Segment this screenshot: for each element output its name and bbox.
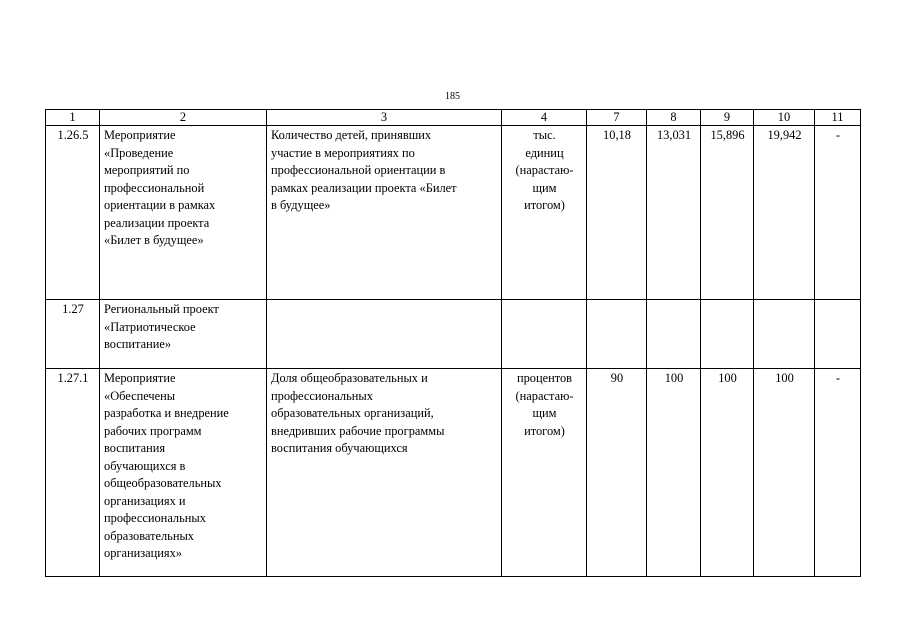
header-cell-col4: 4 — [502, 110, 587, 126]
value-cell-col10: 19,942 — [754, 126, 815, 300]
table-row — [46, 126, 861, 300]
row-number-cell — [46, 300, 100, 369]
value-cell-col7: 10,18 — [587, 126, 647, 300]
value-cell-col10 — [754, 300, 815, 369]
value-cell-col11: - — [815, 369, 861, 577]
event-name-cell — [100, 126, 267, 300]
header-cell-col2: 2 — [100, 110, 267, 126]
project-name-cell — [100, 300, 267, 369]
table-row — [46, 300, 861, 369]
row-number: 1.27 — [62, 302, 84, 316]
indicator-text: Количество детей, принявших участие в мероприятиях по профессиональной ориентации в рамках реализации проекта «Билет в будущее» — [271, 128, 457, 212]
value-cell-col9: 100 — [701, 369, 754, 577]
event-name-cell — [100, 369, 267, 577]
row-number: 1.26.5 — [57, 128, 89, 142]
unit-text: тыс. единиц (нарастаю- щим итогом) — [515, 128, 574, 212]
header-cell-col8: 8 — [647, 110, 701, 126]
event-name: Мероприятие «Обеспечены разработка и внедрение рабочих программ воспитания обучающихся в общеобразовательных организациях и профессиональных образовательных организациях» — [104, 371, 229, 560]
value-cell-col8 — [647, 300, 701, 369]
header-cell-col11: 11 — [815, 110, 861, 126]
header-cell-col1: 1 — [46, 110, 100, 126]
indicator-text: Доля общеобразовательных и профессиональных образовательных организаций, внедривших рабочие программы воспитания обучающихся — [271, 371, 445, 455]
indicator-cell — [267, 126, 502, 300]
header-cell-col3: 3 — [267, 110, 502, 126]
value-cell-col7 — [587, 300, 647, 369]
event-name: Мероприятие «Проведение мероприятий по профессиональной ориентации в рамках реализации проекта «Билет в будущее» — [104, 128, 216, 247]
value-cell-col11: - — [815, 126, 861, 300]
value-cell-col7: 90 — [587, 369, 647, 577]
page-number: 185 — [445, 91, 460, 102]
value-cell-col9 — [701, 300, 754, 369]
row-number-cell — [46, 126, 100, 300]
indicator-cell — [267, 369, 502, 577]
table-row — [46, 369, 861, 577]
unit-cell — [502, 300, 587, 369]
value-cell-col8: 13,031 — [647, 126, 701, 300]
unit-text: процентов (нарастаю- щим итогом) — [515, 371, 574, 438]
indicator-cell — [267, 300, 502, 369]
indicators-table — [45, 109, 861, 577]
header-cell-col7: 7 — [587, 110, 647, 126]
row-number: 1.27.1 — [57, 371, 89, 385]
value-cell-col11 — [815, 300, 861, 369]
value-cell-col9: 15,896 — [701, 126, 754, 300]
unit-cell — [502, 126, 587, 300]
unit-cell — [502, 369, 587, 577]
header-cell-col9: 9 — [701, 110, 754, 126]
header-cell-col10: 10 — [754, 110, 815, 126]
value-cell-col8: 100 — [647, 369, 701, 577]
table-header-row — [46, 110, 861, 126]
value-cell-col10: 100 — [754, 369, 815, 577]
project-name: Региональный проект «Патриотическое воспитание» — [104, 302, 219, 351]
row-number-cell — [46, 369, 100, 577]
